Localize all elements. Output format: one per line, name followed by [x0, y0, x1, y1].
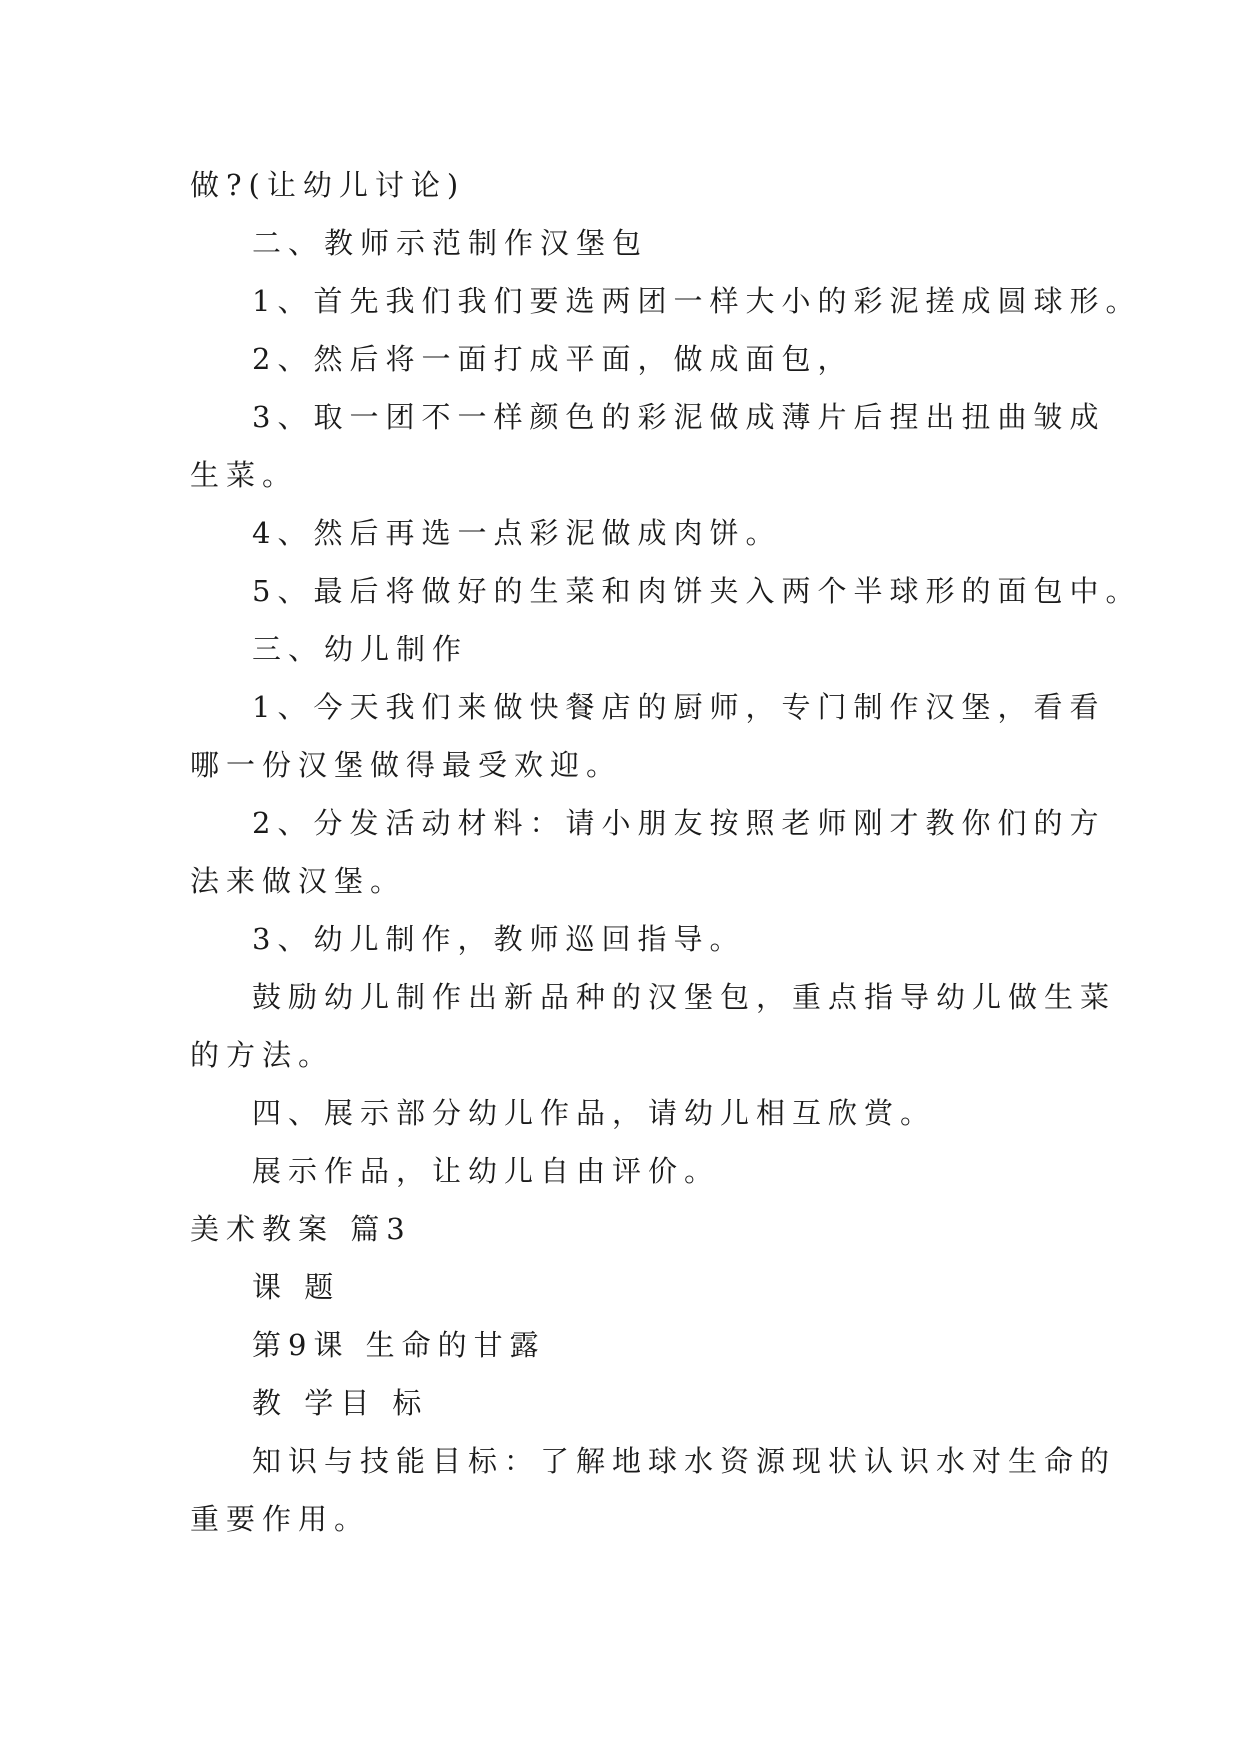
paragraph-line: 的方法。	[190, 1038, 335, 1072]
paragraph-line: 4、然后再选一点彩泥做成肉饼。	[252, 516, 782, 550]
paragraph-line: 鼓励幼儿制作出新品种的汉堡包，重点指导幼儿做生菜	[252, 980, 1117, 1014]
paragraph-line: 知识与技能目标：了解地球水资源现状认识水对生命的	[252, 1444, 1117, 1478]
paragraph-line: 重要作用。	[190, 1502, 371, 1536]
paragraph-line: 3、幼儿制作，教师巡回指导。	[252, 922, 746, 956]
paragraph-line: 展示作品，让幼儿自由评价。	[252, 1154, 721, 1188]
section-heading: 四、展示部分幼儿作品，请幼儿相互欣赏。	[252, 1096, 937, 1130]
paragraph-line: 5、最后将做好的生菜和肉饼夹入两个半球形的面包中。	[252, 574, 1142, 608]
section-heading: 三、幼儿制作	[252, 632, 469, 666]
section-heading: 二、教师示范制作汉堡包	[252, 226, 649, 260]
paragraph-line: 2、分发活动材料：请小朋友按照老师刚才教你们的方	[252, 806, 1106, 840]
lesson-title: 第9课 生命的甘露	[252, 1328, 546, 1362]
paragraph-line: 哪一份汉堡做得最受欢迎。	[190, 748, 623, 782]
paragraph-line: 法来做汉堡。	[190, 864, 407, 898]
field-label: 课 题	[252, 1270, 341, 1304]
field-label: 教 学目 标	[252, 1386, 429, 1420]
paragraph-line: 1、今天我们来做快餐店的厨师，专门制作汉堡，看看	[252, 690, 1106, 724]
article-title: 美术教案 篇3	[190, 1212, 412, 1246]
paragraph-line: 3、取一团不一样颜色的彩泥做成薄片后捏出扭曲皱成	[252, 400, 1106, 434]
paragraph-line: 做?(让幼儿讨论)	[190, 168, 466, 202]
paragraph-line: 生菜。	[190, 458, 299, 492]
paragraph-line: 2、然后将一面打成平面，做成面包，	[252, 342, 854, 376]
paragraph-line: 1、首先我们我们要选两团一样大小的彩泥搓成圆球形。	[252, 284, 1142, 318]
